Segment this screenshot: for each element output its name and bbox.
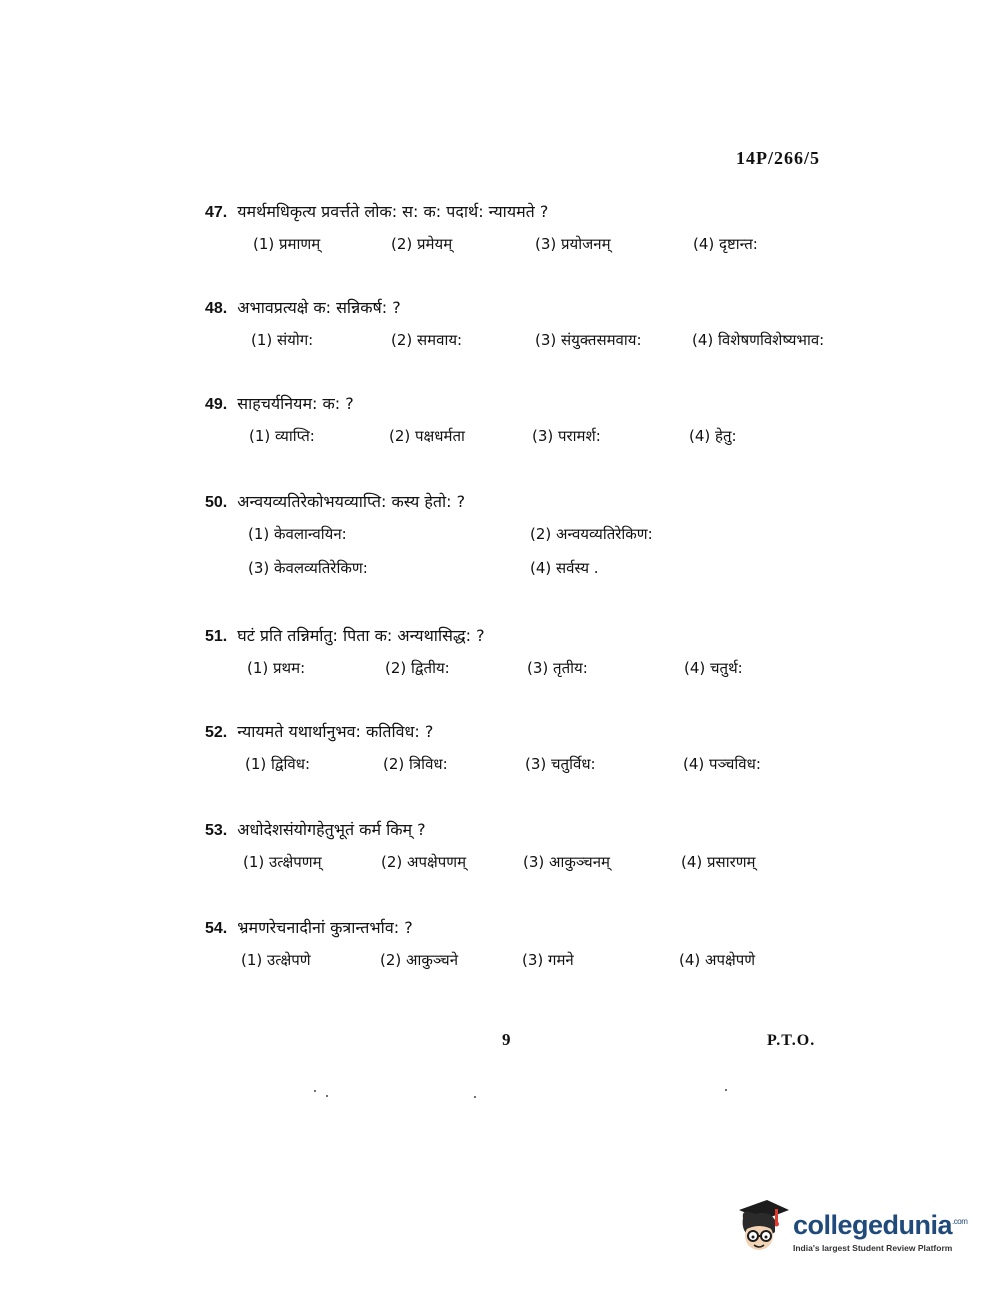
option-4: (4) विशेषणविशेष्यभाव: [692, 331, 825, 349]
option-1: (1) द्विविध: [245, 755, 311, 773]
collegedunia-watermark [735, 1196, 968, 1266]
question-text: भ्रमणरेचनादीनां कुत्रान्तर्भाव: ? [237, 918, 413, 937]
question-number: 48. [205, 300, 228, 317]
scan-speck [326, 1095, 328, 1097]
option-4: (4) दृष्टान्त: [693, 235, 758, 253]
pto-label: P.T.O. [767, 1032, 816, 1049]
option-1: (1) केवलान्वयिन: [248, 525, 347, 543]
option-3: (3) गमने [522, 951, 574, 969]
question-number: 47. [205, 204, 228, 221]
scan-speck [474, 1096, 476, 1098]
mascot-icon [735, 1196, 791, 1262]
option-2: (2) आकुञ्चने [380, 951, 459, 969]
option-1: (1) प्रथम: [247, 659, 306, 677]
question-52 [205, 720, 865, 788]
option-4: (4) प्रसारणम् [681, 853, 756, 871]
option-3: (3) संयुक्तसमवाय: [535, 331, 642, 349]
page-number: 9 [502, 1030, 511, 1049]
question-47 [205, 200, 865, 268]
question-text: अभावप्रत्यक्षे क: सन्निकर्ष: ? [237, 298, 401, 317]
option-2: (2) अपक्षेपणम् [381, 853, 467, 871]
question-53 [205, 818, 865, 886]
option-3: (3) तृतीय: [527, 659, 588, 677]
question-text: घटं प्रति तन्निर्मातु: पिता क: अन्यथासिद्ध: ? [237, 626, 485, 645]
question-number: 49. [205, 396, 228, 413]
question-number: 54. [205, 920, 228, 937]
question-text: अधोदेशसंयोगहेतुभूतं कर्म किम् ? [237, 820, 426, 839]
option-2: (2) पक्षधर्मता [389, 427, 465, 445]
option-1: (1) उत्क्षेपणम् [243, 853, 322, 871]
option-1: (1) उत्क्षेपणे [241, 951, 311, 969]
option-2: (2) त्रिविध: [383, 755, 448, 773]
option-4: (4) हेतु: [689, 427, 737, 445]
option-2: (2) समवाय: [391, 331, 463, 349]
option-1: (1) व्याप्ति: [249, 427, 315, 445]
option-3: (3) आकुञ्चनम् [523, 853, 610, 871]
question-51 [205, 624, 865, 692]
scan-speck [725, 1089, 727, 1091]
option-3: (3) प्रयोजनम् [535, 235, 611, 253]
logo-tagline: India's largest Student Review Platform [793, 1243, 953, 1253]
question-text: न्यायमते यथार्थानुभव: कतिविध: ? [237, 722, 434, 741]
question-text: साहचर्यनियम: क: ? [237, 394, 354, 413]
question-number: 50. [205, 494, 228, 511]
option-2: (2) अन्वयव्यतिरेकिण: [530, 525, 653, 543]
option-3: (3) परामर्श: [532, 427, 601, 445]
question-number: 52. [205, 724, 228, 741]
question-text: यमर्थमधिकृत्य प्रवर्त्तते लोक: स: क: पदार्थ: न्यायमते ? [237, 202, 549, 221]
scan-speck [314, 1090, 316, 1092]
option-4: (4) पञ्चविध: [683, 755, 761, 773]
question-48 [205, 296, 865, 364]
question-49 [205, 392, 865, 460]
option-4: (4) अपक्षेपणे [679, 951, 756, 969]
option-1: (1) संयोग: [251, 331, 314, 349]
logo-dotcom: .com [952, 1217, 968, 1226]
question-number: 51. [205, 628, 228, 645]
question-text: अन्वयव्यतिरेकोभयव्याप्ति: कस्य हेतो: ? [237, 492, 466, 511]
option-4: (4) सर्वस्य . [530, 559, 599, 577]
paper-code: 14P/266/5 [736, 148, 820, 168]
option-2: (2) प्रमेयम् [391, 235, 453, 253]
question-number: 53. [205, 822, 228, 839]
option-4: (4) चतुर्थ: [684, 659, 743, 677]
question-54 [205, 916, 865, 984]
option-3: (3) चतुर्विध: [525, 755, 596, 773]
option-1: (1) प्रमाणम् [253, 235, 321, 253]
option-2: (2) द्वितीय: [385, 659, 450, 677]
logo-brand: collegedunia$^{.com}$ [793, 1210, 968, 1240]
question-50 [205, 490, 865, 592]
option-3: (3) केवलव्यतिरेकिण: [248, 559, 368, 577]
